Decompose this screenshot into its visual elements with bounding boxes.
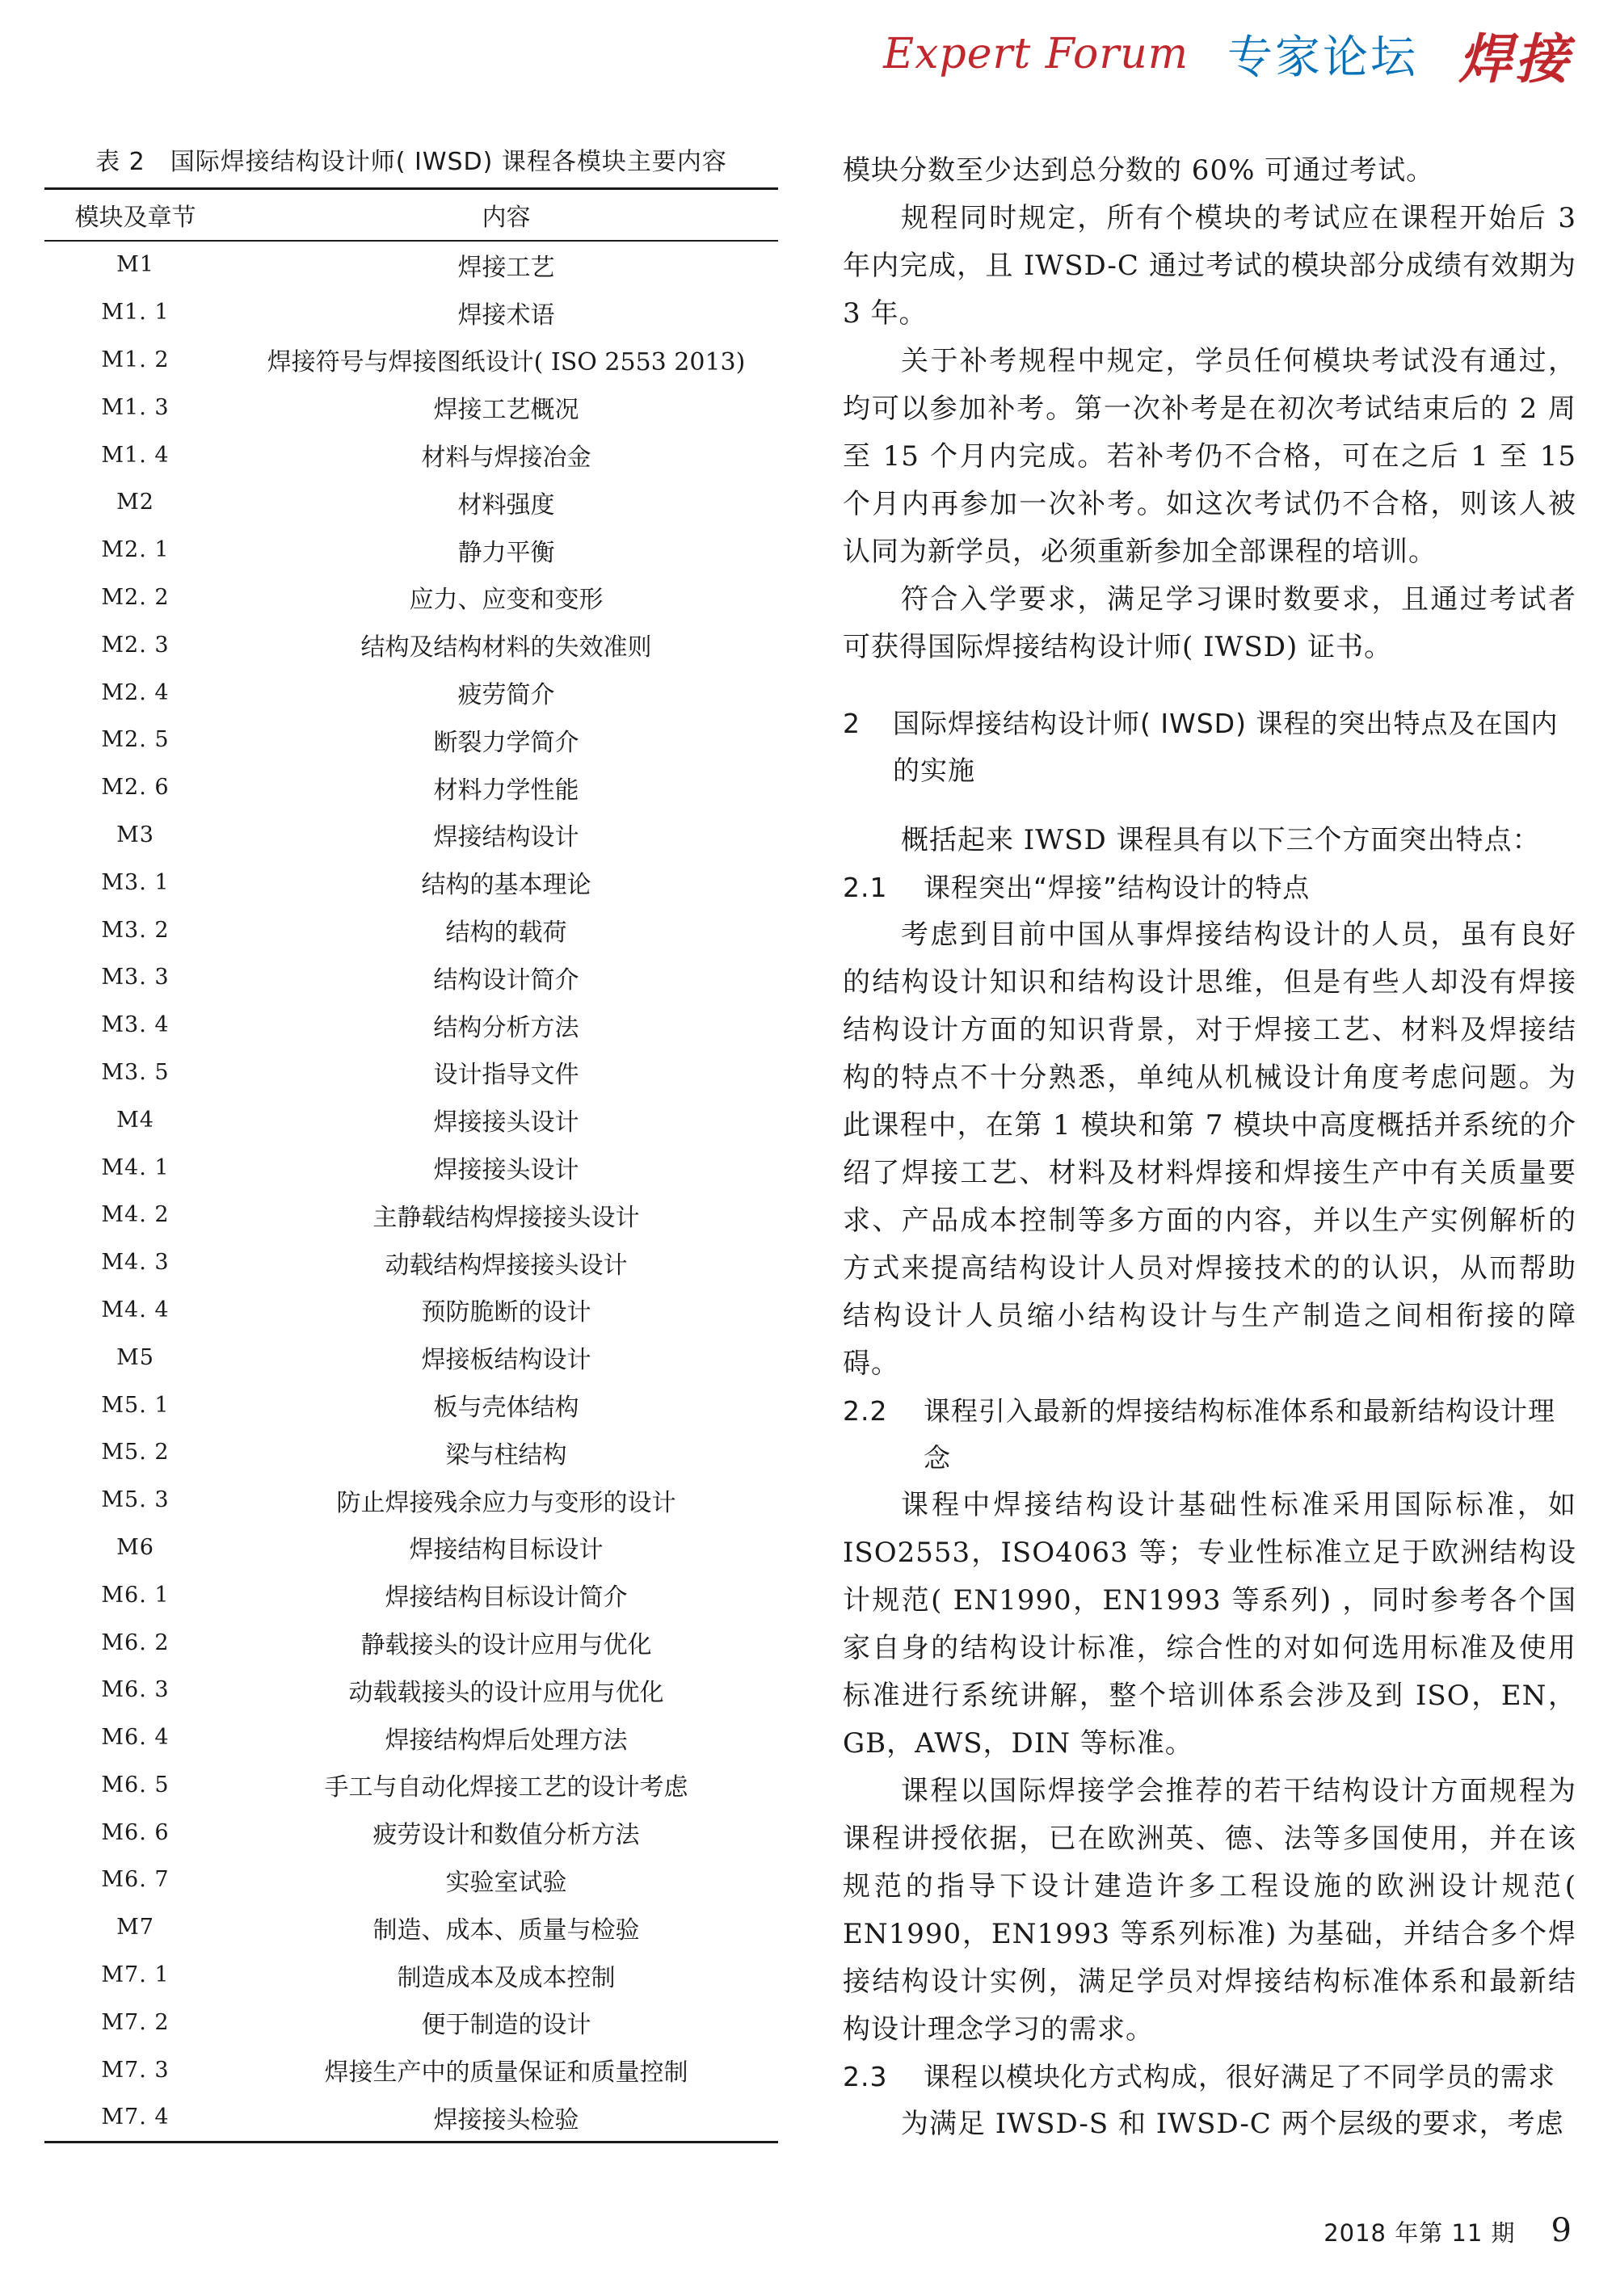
paragraph: 规程同时规定，所有个模块的考试应在课程开始后 3 年内完成，且 IWSD-C 通过考试的模块部分成绩有效期为 3 年。 — [843, 202, 1576, 330]
module-code-cell: M6. 7 — [101, 1867, 170, 1893]
table-row — [44, 384, 778, 431]
module-code-cell: M6 — [116, 1534, 154, 1560]
table-row — [44, 2046, 778, 2094]
module-content-cell: 材料强度 — [457, 490, 555, 519]
module-code-cell: M7. 1 — [101, 1962, 170, 1988]
module-code-cell: M2. 1 — [101, 537, 170, 563]
module-code-cell: M4. 1 — [101, 1154, 170, 1180]
article-column — [843, 147, 1576, 2148]
module-code-cell: M1. 2 — [101, 347, 170, 372]
table-row — [44, 1144, 778, 1192]
table-row — [44, 1903, 778, 1951]
subsection-heading — [843, 2054, 1576, 2100]
module-content-cell: 断裂力学简介 — [433, 728, 579, 757]
table-row — [44, 288, 778, 336]
table-row — [44, 859, 778, 906]
module-content-cell: 板与壳体结构 — [433, 1394, 579, 1423]
table-row — [44, 242, 778, 289]
module-content-cell: 焊接工艺 — [457, 253, 555, 282]
module-code-cell: M3. 3 — [101, 965, 170, 990]
module-content-cell: 疲劳设计和数值分析方法 — [372, 1821, 640, 1850]
table-row — [44, 811, 778, 859]
table-row — [44, 336, 778, 384]
module-code-cell: M3. 2 — [101, 917, 170, 943]
module-code-cell: M1. 1 — [101, 300, 170, 326]
table-row — [44, 526, 778, 574]
table-row — [44, 2094, 778, 2142]
table-row — [44, 1857, 778, 1904]
paragraph: 课程以国际焊接学会推荐的若干结构设计方面规程为课程讲授依据，已在欧洲英、德、法等多国使用，并在该规范的指导下设计建造许多工程设施的欧洲设计规范( EN1990，EN1993 等系列标准) 为基础，并结合多个焊接结构设计实例，满足学员对焊接结构标准体系和最新结构设计理念学习的需求。 — [843, 1775, 1576, 2046]
table-row — [44, 1428, 778, 1476]
module-code-cell: M6. 1 — [101, 1582, 170, 1608]
module-code-cell: M4. 2 — [101, 1202, 170, 1228]
module-code-cell: M1 — [116, 252, 154, 278]
section-title: 国际焊接结构设计师( IWSD) 课程的突出特点及在国内的实施 — [893, 708, 1559, 786]
module-content-cell: 便于制造的设计 — [421, 2011, 591, 2040]
module-content-cell: 结构分析方法 — [433, 1013, 579, 1042]
module-code-cell: M2 — [116, 490, 154, 515]
table-row — [44, 906, 778, 954]
module-code-cell: M7. 3 — [101, 2057, 170, 2083]
module-content-cell: 静载接头的设计应用与优化 — [360, 1631, 652, 1659]
page-number: 9 — [1551, 2212, 1572, 2249]
column-header-content: 内容 — [482, 204, 531, 232]
paragraph: 为满足 IWSD-S 和 IWSD-C 两个层级的要求，考虑 — [901, 2108, 1564, 2140]
module-code-cell: M7. 2 — [101, 2009, 170, 2035]
header-english-title: Expert Forum — [883, 30, 1189, 78]
table-row — [44, 621, 778, 669]
module-code-cell: M5. 2 — [101, 1440, 170, 1465]
table-row — [44, 431, 778, 479]
table-row — [44, 478, 778, 526]
module-code-cell: M6. 2 — [101, 1629, 170, 1655]
module-code-cell: M4. 3 — [101, 1250, 170, 1276]
module-content-cell: 焊接接头设计 — [433, 1108, 579, 1137]
journal-logo: 焊接 — [1458, 27, 1572, 90]
module-code-cell: M6. 3 — [101, 1677, 170, 1703]
table-caption: 表 2 国际焊接结构设计师( IWSD) 课程各模块主要内容 — [95, 148, 727, 176]
module-content-cell: 焊接符号与焊接图纸设计( ISO 2553 2013) — [267, 348, 746, 377]
module-code-cell: M6. 4 — [101, 1725, 170, 1751]
module-code-cell: M2. 3 — [101, 632, 170, 658]
module-content-cell: 梁与柱结构 — [445, 1440, 567, 1470]
module-code-cell: M4 — [116, 1107, 154, 1133]
module-code-cell: M7. 4 — [101, 2105, 170, 2130]
module-content-cell: 制造、成本、质量与检验 — [372, 1915, 640, 1945]
table-row — [44, 574, 778, 621]
table-row — [44, 953, 778, 1001]
module-content-cell: 焊接接头设计 — [433, 1156, 579, 1185]
table-row — [44, 1666, 778, 1714]
module-code-cell: M1. 4 — [101, 442, 170, 468]
module-content-cell: 焊接结构设计 — [433, 823, 579, 852]
table-row — [44, 1238, 778, 1286]
table-row — [44, 1809, 778, 1857]
page-footer — [1324, 2212, 1572, 2249]
module-content-cell: 实验室试验 — [445, 1868, 567, 1897]
paragraph: 课程中焊接结构设计基础性标准采用国际标准，如 ISO2553，ISO4063 等；专业性标准立足于欧洲结构设计规范( EN1990，EN1993 等系列) ，同时参考各个国家自身的结构设计标准，综合性的对如何选用标准及使用标准进行系统讲解，整个培训体系会涉及到 ISO，EN，GB，AWS，DIN 等标准。 — [843, 1489, 1576, 1760]
module-code-cell: M2. 6 — [101, 775, 170, 801]
header-column-title: 专家论坛 — [1227, 32, 1418, 84]
module-code-cell: M2. 4 — [101, 679, 170, 705]
table-row — [44, 1761, 778, 1809]
module-code-cell: M3. 1 — [101, 869, 170, 895]
section-number: 2 — [843, 708, 861, 739]
module-content-cell: 疲劳简介 — [457, 681, 555, 710]
module-content-cell: 动载载接头的设计应用与优化 — [348, 1678, 664, 1707]
module-content-cell: 焊接结构焊后处理方法 — [385, 1726, 628, 1755]
subsection-number: 2.2 — [843, 1395, 888, 1427]
table-row — [44, 1999, 778, 2046]
table-row — [44, 1571, 778, 1619]
table-row — [44, 669, 778, 717]
module-content-cell: 焊接术语 — [457, 301, 555, 330]
section-heading — [843, 700, 1576, 794]
module-content-cell: 主静载结构焊接接头设计 — [372, 1203, 640, 1232]
module-code-cell: M7 — [116, 1915, 154, 1941]
module-content-cell: 设计指导文件 — [433, 1061, 579, 1090]
table-row — [44, 1524, 778, 1571]
module-content-cell: 结构的载荷 — [445, 919, 567, 948]
journal-header — [883, 18, 1572, 90]
table-row — [44, 1049, 778, 1096]
module-content-cell: 材料力学性能 — [433, 776, 579, 805]
module-content-cell: 结构的基本理论 — [421, 871, 591, 900]
module-code-cell: M6. 6 — [101, 1819, 170, 1845]
module-content-cell: 动载结构焊接接头设计 — [385, 1251, 628, 1280]
table-body — [44, 242, 778, 2142]
module-content-cell: 静力平衡 — [457, 538, 555, 567]
module-content-cell: 焊接工艺概况 — [433, 396, 579, 425]
module-code-cell: M1. 3 — [101, 394, 170, 420]
module-content-cell: 焊接结构目标设计 — [409, 1536, 604, 1565]
table-bottom-rule — [44, 2141, 778, 2143]
paragraph: 模块分数至少达到总分数的 60% 可通过考试。 — [843, 154, 1435, 187]
subsection-title: 课程以模块化方式构成，很好满足了不同学员的需求 — [924, 2061, 1555, 2092]
table-row — [44, 716, 778, 763]
table-row — [44, 763, 778, 811]
table-row — [44, 1714, 778, 1761]
paragraph: 符合入学要求，满足学习课时数要求，且通过考试者可获得国际焊接结构设计师( IWSD) 证书。 — [843, 583, 1576, 663]
module-code-cell: M3. 4 — [101, 1012, 170, 1038]
table-row — [44, 1191, 778, 1238]
module-content-cell: 焊接接头检验 — [433, 2105, 579, 2134]
paragraph: 概括起来 IWSD 课程具有以下三个方面突出特点： — [901, 824, 1541, 856]
module-content-cell: 防止焊接残余应力与变形的设计 — [336, 1488, 676, 1517]
module-content-cell: 制造成本及成本控制 — [397, 1963, 616, 1992]
paragraph: 关于补考规程中规定，学员任何模块考试没有通过，均可以参加补考。第一次补考是在初次考试结束后的 2 周至 15 个月内完成。若补考仍不合格，可在之后 1 至 15 个月内再参加一次补考。如这次考试仍不合格，则该人被认同为新学员，必须重新参加全部课程的培训。 — [843, 345, 1576, 568]
module-table — [44, 187, 778, 2143]
table-row — [44, 1096, 778, 1144]
table-row — [44, 1951, 778, 1999]
subsection-heading — [843, 864, 1576, 911]
issue-date: 2018 年第 11 期 — [1324, 2219, 1516, 2247]
table-row — [44, 1619, 778, 1667]
module-code-cell: M3. 5 — [101, 1059, 170, 1085]
module-content-cell: 结构及结构材料的失效准则 — [360, 633, 652, 662]
module-code-cell: M6. 5 — [101, 1772, 170, 1798]
table-row — [44, 1476, 778, 1524]
module-code-cell: M5. 3 — [101, 1487, 170, 1513]
table-row — [44, 1286, 778, 1334]
module-content-cell: 预防脆断的设计 — [421, 1298, 591, 1327]
table-header-row — [44, 190, 778, 240]
module-code-cell: M5. 1 — [101, 1392, 170, 1418]
table-row — [44, 1334, 778, 1381]
module-code-cell: M3 — [116, 822, 154, 847]
column-header-module: 模块及章节 — [74, 204, 196, 232]
subsection-heading — [843, 1388, 1576, 1482]
subsection-number: 2.3 — [843, 2061, 888, 2092]
table-row — [44, 1381, 778, 1429]
module-code-cell: M5 — [116, 1344, 154, 1370]
module-content-cell: 材料与焊接冶金 — [421, 444, 591, 473]
module-code-cell: M4. 4 — [101, 1297, 170, 1323]
paragraph: 考虑到目前中国从事焊接结构设计的人员，虽有良好的结构设计知识和结构设计思维，但是有些人却没有焊接结构设计方面的知识背景，对于焊接工艺、材料及焊接结构的特点不十分熟悉，单纯从机械设计角度考虑问题。为此课程中，在第 1 模块和第 7 模块中高度概括并系统的介绍了焊接工艺、材料及材料焊接和焊接生产中有关质量要求、产品成本控制等多方面的内容，并以生产实例解析的方式来提高结构设计人员对焊接技术的的认识，从而帮助结构设计人员缩小结构设计与生产制造之间相衔接的障碍。 — [843, 919, 1576, 1380]
subsection-title: 课程突出“焊接”结构设计的特点 — [924, 872, 1311, 903]
module-content-cell: 结构设计简介 — [433, 965, 579, 995]
module-content-cell: 手工与自动化焊接工艺的设计考虑 — [324, 1773, 688, 1802]
module-code-cell: M2. 2 — [101, 584, 170, 610]
module-content-cell: 焊接生产中的质量保证和质量控制 — [324, 2058, 688, 2088]
module-content-cell: 应力、应变和变形 — [409, 586, 604, 615]
module-content-cell: 焊接板结构设计 — [421, 1346, 591, 1375]
table-row — [44, 1001, 778, 1049]
subsection-title: 课程引入最新的焊接结构标准体系和最新结构设计理念 — [924, 1395, 1555, 1474]
module-code-cell: M2. 5 — [101, 727, 170, 753]
subsection-number: 2.1 — [843, 872, 888, 903]
module-content-cell: 焊接结构目标设计简介 — [385, 1583, 628, 1613]
